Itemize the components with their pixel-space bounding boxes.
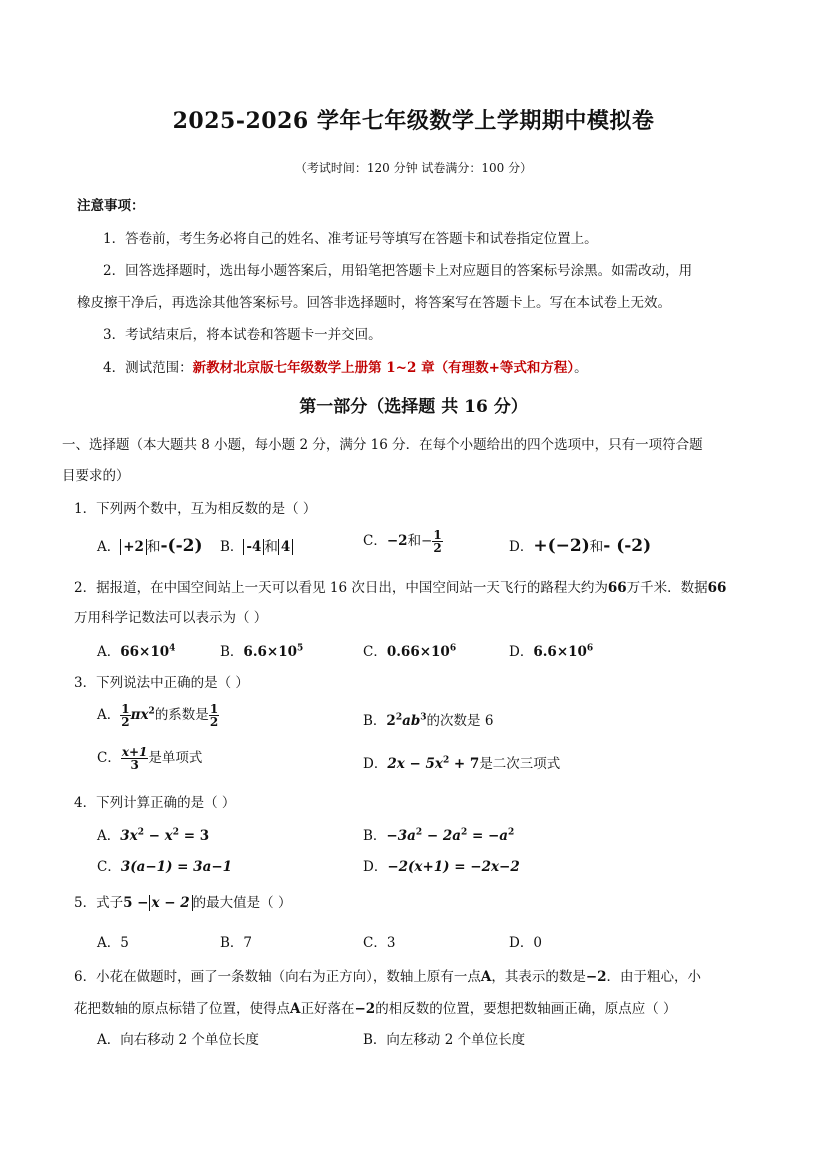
option-label: C． <box>363 533 387 549</box>
math-number: 66 <box>707 580 727 596</box>
section-title: 第一部分（选择题 共 16 分） <box>299 397 528 417</box>
question-2-option-c: C．$0.66\times 10^6$ <box>363 643 457 660</box>
fraction: $\frac{x+1}{3}$ <box>121 745 148 772</box>
test-scope: 新教材北京版七年级数学上册第 1~2 章（有理数+等式和方程） <box>192 360 575 376</box>
notice-item-3: 3．考试结束后，将本试卷和答题卡一并交回。 <box>103 327 382 343</box>
connector: 和 <box>146 539 161 555</box>
option-label: B． <box>220 539 244 555</box>
math-expr: −2 <box>386 533 408 549</box>
question-5-option-c: C．3 <box>363 935 396 951</box>
notice-item-4-prefix: 4．测试范围： <box>103 360 193 376</box>
question-6-line-1: 6．小花在做题时，画了一条数轴（向右为正方向），数轴上原有一点A，其表示的数是−2．由于粗心，小 <box>74 969 702 985</box>
connector: 和 <box>589 539 604 555</box>
question-2-option-a: A．$66\times 10^4$ <box>97 643 176 660</box>
fraction: $\frac{1}{2}$ <box>121 702 130 729</box>
question-3-option-d: D．$2x - 5x^2 + 7$是二次三项式 <box>363 755 561 772</box>
question-6-option-b: B．向左移动 2 个单位长度 <box>363 1032 526 1048</box>
abs-value: 4 <box>278 539 293 555</box>
question-5-option-d: D．0 <box>509 935 542 951</box>
stem-text: 万千米．数据 <box>626 580 708 596</box>
exam-title: 2025-2026 学年七年级数学上学期期中模拟卷 <box>172 108 655 134</box>
math-number: 66 <box>607 580 627 596</box>
question-2-option-d: D．$6.6\times 10^6$ <box>509 643 594 660</box>
question-1-option-b <box>220 535 293 555</box>
question-5-stem: 5．式子5 − x − 2 的最大值是（ ） <box>74 895 292 911</box>
question-2-line-1 <box>74 576 726 596</box>
abs-value: +2 <box>120 539 147 555</box>
question-5-option-b: B．7 <box>220 935 253 951</box>
question-1-option-a <box>97 535 203 556</box>
question-5-option-a: A．5 <box>97 935 129 951</box>
question-6-option-a: A．向右移动 2 个单位长度 <box>97 1032 259 1048</box>
notice-item-2-line-1: 2．回答选择题时，选出每小题答案后，用铅笔把答题卡上对应题目的答案标号涂黑。如需改动，用 <box>103 263 693 279</box>
notice-item-4-suffix: 。 <box>574 360 588 376</box>
notice-heading: 注意事项： <box>77 198 145 214</box>
fraction: $\frac{1}{2}$ <box>433 528 442 555</box>
exam-subtitle: （考试时间：120 分钟 试卷满分：100 分） <box>294 161 533 175</box>
notice-item-4 <box>103 356 588 376</box>
question-3-option-b: B．$2^2ab^3$的次数是 6 <box>363 712 494 729</box>
connector: 和 <box>264 539 278 555</box>
question-3-option-c: C． $\frac{x+1}{3}$ 是单项式 <box>97 745 203 772</box>
stem-text: 2．据报道，在中国空间站上一天可以看见 16 次日出，中国空间站一天飞行的路程大约为 <box>74 580 608 596</box>
question-1-option-d <box>509 535 651 556</box>
math-expr: - (-2) <box>603 536 652 556</box>
abs-value: x − 2 <box>149 895 193 911</box>
question-1-option-c <box>363 529 443 554</box>
math-expr: +(−2) <box>533 536 590 556</box>
question-2-line-2: 万用科学记数法可以表示为（ ） <box>74 610 268 626</box>
question-1-stem: 1．下列两个数中，互为相反数的是（ ） <box>74 501 317 517</box>
question-4-option-d: D．−2(x+1) = −2x−2 <box>363 859 520 875</box>
abs-value: -4 <box>243 539 264 555</box>
question-4-option-c: C．3(a−1) = 3a−1 <box>97 859 233 875</box>
notice-item-1: 1．答卷前，考生务必将自己的姓名、准考证号等填写在答题卡和试卷指定位置上。 <box>103 231 598 247</box>
fraction: $\frac{1}{2}$ <box>209 702 219 729</box>
math-expr: -(-2) <box>160 536 203 556</box>
question-3-stem: 3．下列说法中正确的是（ ） <box>74 675 249 691</box>
connector: 和− <box>407 533 433 549</box>
option-label: A． <box>97 539 121 555</box>
question-4-stem: 4．下列计算正确的是（ ） <box>74 795 236 811</box>
question-4-option-b: B．$-3a^2 - 2a^2 = -a^2$ <box>363 827 515 844</box>
section-intro-line-1: 一、选择题（本大题共 8 小题，每小题 2 分，满分 16 分．在每个小题给出的四个选项中，只有一项符合题 <box>62 437 703 453</box>
question-3-option-a: A． $\frac{1}{2}$ $\pi x^2$的系数是 $\frac{1}{2}$ <box>97 702 219 729</box>
question-4-option-a: A．$3x^2 - x^2 = 3$ <box>97 827 210 844</box>
question-2-option-b: B．$6.6\times 10^5$ <box>220 643 304 660</box>
section-intro-line-2: 目要求的） <box>62 468 130 484</box>
notice-item-2-line-2: 橡皮擦干净后，再选涂其他答案标号。回答非选择题时，将答案写在答题卡上。写在本试卷上无效。 <box>77 295 671 311</box>
option-label: D． <box>509 539 534 555</box>
question-6-line-2: 花把数轴的原点标错了位置，使得点A正好落在−2的相反数的位置，要想把数轴画正确，原点应（ ） <box>74 1001 677 1017</box>
